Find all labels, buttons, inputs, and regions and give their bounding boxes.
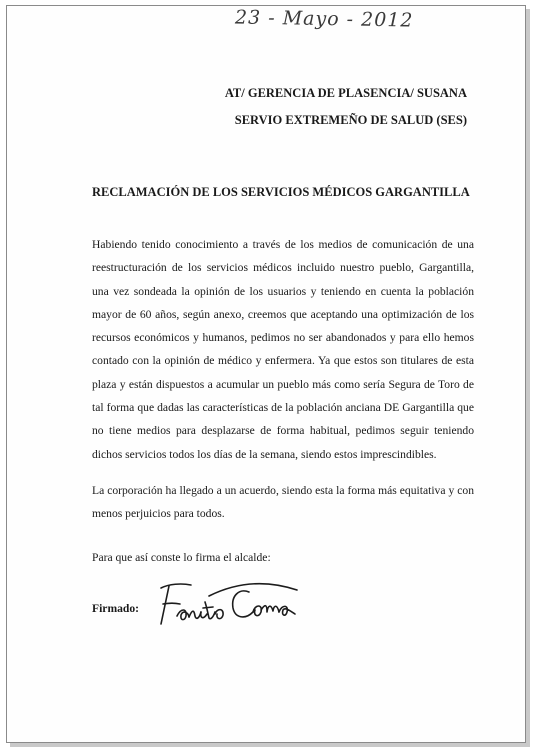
handwritten-date: 23 - Mayo - 2012 — [234, 6, 414, 32]
document-page — [6, 5, 526, 743]
signed-label: Firmado: — [92, 602, 140, 615]
body-paragraph-1: Habiendo tenido conocimiento a través de los medios de comunicación de una reestructuración de los servicios médicos incluido nuestro pueblo, Gargantilla, una vez sondeada la opinión de los usuarios y teniendo en cuenta la población mayor de 60 años, según anexo, creemos que aceptando una optimización de los recursos económicos y humanos, pedimos no ser abandonados y para ello hemos contado con la opinión de médico y enfermera. Ya que estos son titulares de esta plaza y están dispuestos a acumular un pueblo más como sería Segura de Toro de tal forma que dadas las características de la población anciana DE Gargantilla que no tiene medios para desplazarse de forma habitual, pedimos seguir teniendo dichos servicios todos los días de la semana, siendo estos imprescindibles. — [92, 238, 474, 461]
addressee-line-1: AT/ GERENCIA DE PLASENCIA/ SUSANA — [224, 86, 467, 100]
closing-line: Para que así conste lo firma el alcalde: — [92, 551, 271, 564]
document-title: RECLAMACIÓN DE LOS SERVICIOS MÉDICOS GARGANTILLA — [92, 185, 470, 199]
signature-image — [147, 574, 307, 634]
addressee-line-2: SERVIO EXTREMEÑO DE SALUD (SES) — [234, 113, 467, 127]
body-paragraph-2: La corporación ha llegado a un acuerdo, siendo esta la forma más equitativa y con menos perjuicios para todos. — [92, 484, 474, 521]
